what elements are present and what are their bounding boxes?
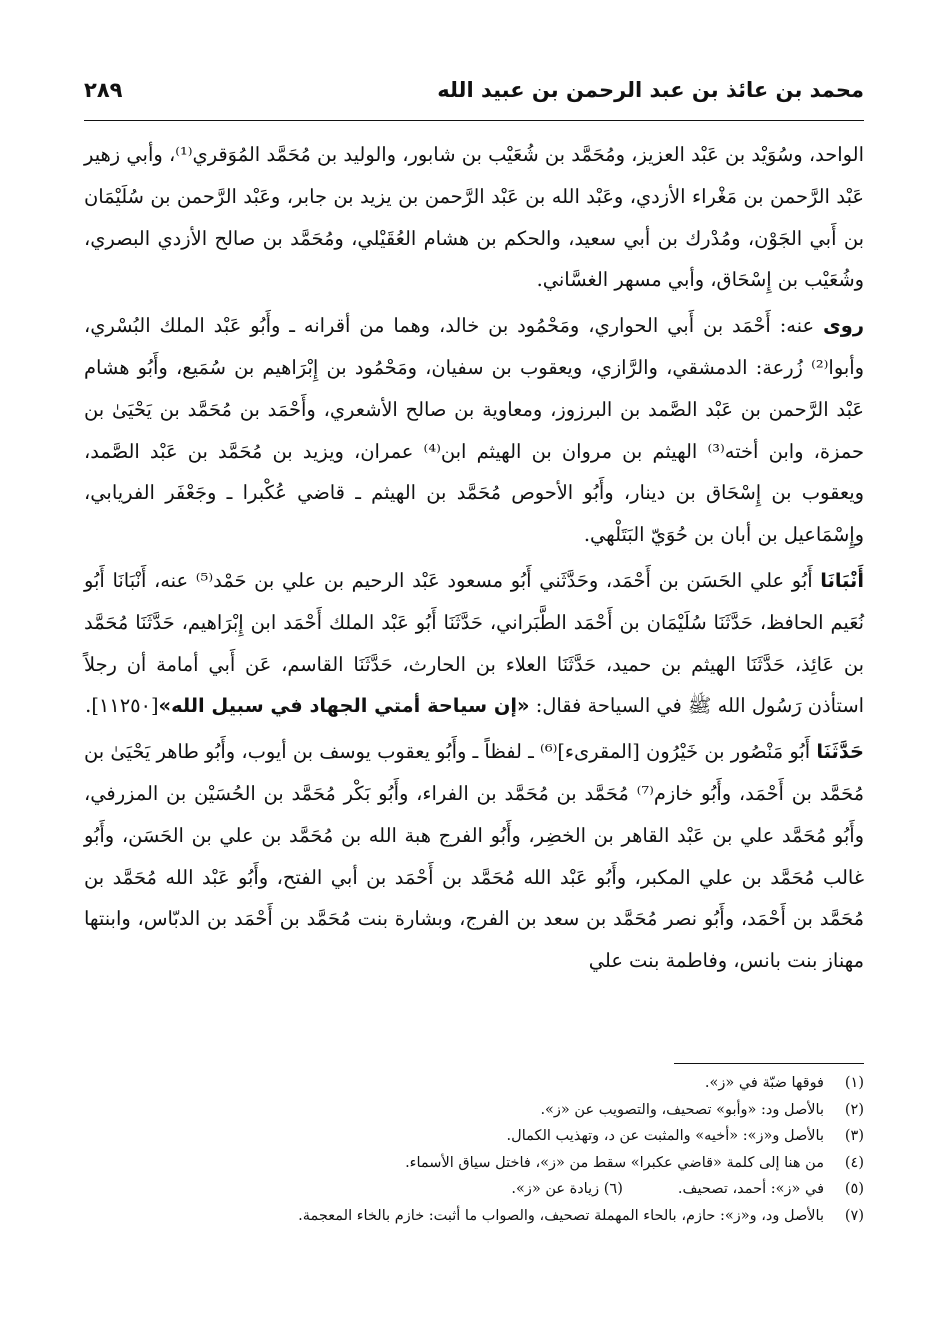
paragraph-3: [84, 560, 864, 727]
footnote-number: (٦): [603, 1181, 623, 1197]
hadith-text: «إن سياحة أمتي الجهاد في سبيل الله»: [158, 694, 530, 718]
footnote-number: (٣): [844, 1128, 864, 1144]
footnote-text: من هنا إلى كلمة «قاضي عكبرا» سقط من «ز»، فاختل سياق الأسماء.: [405, 1154, 824, 1171]
footnote-text: بالأصل ود، و«ز»: حازم، بالحاء المهملة تصحيف، والصواب ما أثبت: خازم بالخاء المعجمة.: [298, 1207, 824, 1224]
paragraph-2-lead: روى: [823, 314, 864, 338]
header-rule: [84, 120, 864, 121]
footnote-3: [84, 1123, 864, 1150]
paragraph-3-lead: أَنْبَانَا: [820, 568, 864, 592]
page-number: ٢٨٩: [84, 78, 123, 102]
footnotes: [84, 1070, 864, 1229]
footnote-text: بالأصل ود: «وأبو» تصحيف، والتصويب عن «ز».: [540, 1101, 824, 1118]
paragraph-2: [84, 305, 864, 556]
paragraph-4: [84, 731, 864, 982]
footnote-text: فوقها ضبّة في «ز».: [704, 1075, 824, 1091]
running-title: محمد بن عائذ بن عبد الرحمن بن عبيد الله: [437, 78, 864, 102]
paragraph-4-text: أَبُو مَنْصُور بن خَيْرُون [المقرىء]⁽⁶⁾ ـ لفظاً ـ وأَبُو يعقوب يوسف بن أيوب، وأَبُو طاهر يَحْيَىٰ بن مُحَمَّد بن أَحْمَد، وأَبُو خازم⁽⁷⁾ مُحَمَّد بن مُحَمَّد بن الفراء، وأَبُو بَكْر مُحَمَّد بن الحُسَيْن بن المزرفي، وأَبُو مُحَمَّد علي بن عَبْد القاهر بن الخضِر، وأَبُو الفرج هبة الله بن مُحَمَّد بن علي بن الحَسَن، وأَبُو غالب مُحَمَّد بن علي المكبر، وأَبُو عَبْد الله مُحَمَّد بن أَحْمَد بن أبي الفتح، وأَبُو عَبْد الله مُحَمَّد بن مُحَمَّد بن أَحْمَد، وأَبُو نصر مُحَمَّد بن سعد بن الفرج، وبشارة بنت مُحَمَّد بن أَحْمَد بن الدبّاس، وابنتها مهناز بنت بانس، وفاطمة بنت علي: [84, 740, 864, 973]
footnote-1: [84, 1070, 864, 1097]
main-text: [84, 134, 864, 982]
footnote-number: (٢): [844, 1101, 864, 1118]
footnote-4: [84, 1150, 864, 1177]
footnote-text: في «ز»: أحمد، تصحيف.: [677, 1181, 824, 1197]
paragraph-1: [84, 134, 864, 301]
footnote-5-6: [84, 1176, 864, 1203]
paragraph-3-text: أَبُو علي الحَسَن بن أَحْمَد، وحَدَّثَني أَبُو مسعود عَبْد الرحيم بن علي بن حَمْد⁽⁵⁾ عنه، أَنْبَانَا أَبُو نُعَيم الحافظ، حَدَّثَنَا سُلَيْمَان بن أَحْمَد الطَّبَراني، حَدَّثَنَا أَبُو عَبْد الملك أَحْمَد ابن إِبْرَاهيم، حَدَّثَنَا مُحَمَّد بن عَائِذ، حَدَّثَنَا الهيثم بن حميد، حَدَّثَنَا العلاء بن الحارث، حَدَّثَنَا القاسم، عَن أَبي أمامة أن رجلاً استأذن رَسُول الله ﷺ في السياحة فقال:: [84, 568, 864, 718]
paragraph-4-lead: حَدَّثَنَا: [816, 740, 864, 764]
paragraph-1-text: الواحد، وسُوَيْد بن عَبْد العزيز، ومُحَمَّد بن شُعَيْب بن شابور، والوليد بن مُحَمَّد المُوَقري⁽¹⁾، وأبي زهير عَبْد الرَّحمن بن مَغْراء الأزدي، وعَبْد الله بن عَبْد الرَّحمن بن يزيد بن جابر، وعَبْد الرَّحمن بن سُلَيْمَان بن أَبي الجَوْن، ومُدْرك بن أبي سعيد، والحكم بن هشام العُقَيْلي، ومُحَمَّد بن صالح الأزدي البصري، وشُعَيْب بن إِسْحَاق، وأبي مسهر الغسَّاني.: [84, 143, 864, 292]
paragraph-2-text: عنه: أَحْمَد بن أَبي الحواري، ومَحْمُود بن خالد، وهما من أقرانه ـ وأَبُو عَبْد الملك البُسْري، وأبوا⁽²⁾ زُرعة: الدمشقي، والرَّازي، ويعقوب بن سفيان، ومَحْمُود بن إِبْرَاهيم بن سُمَيع، وأَبُو هشام عَبْد الرَّحمن بن عَبْد الصَّمد بن البرزوز، ومعاوية بن صالح الأشعري، وأَحْمَد بن مُحَمَّد بن يَحْيَىٰ بن حمزة، وابن أخته⁽³⁾ الهيثم بن مروان بن الهيثم ابن⁽⁴⁾ عمران، ويزيد بن مُحَمَّد بن عَبْد الصَّمد، ويعقوب بن إِسْحَاق بن دينار، وأَبُو الأحوص مُحَمَّد بن الهيثم ـ قاضي عُكْبرا ـ وجَعْفَر الفريابي، وإِسْمَاعيل بن أبان بن حُوَيّ البَتَلْهي.: [84, 314, 864, 547]
page-header: [84, 74, 864, 114]
footnote-number: (١): [844, 1075, 864, 1091]
footnote-7: [84, 1203, 864, 1230]
hadith-reference: [١١٢٥٠].: [85, 694, 159, 718]
footnote-number: (٧): [844, 1207, 864, 1224]
footnote-number: (٤): [844, 1154, 864, 1171]
footnote-2: [84, 1097, 864, 1124]
footnote-rule: [674, 1063, 864, 1064]
footnote-text: زيادة عن «ز».: [511, 1181, 600, 1197]
footnote-number: (٥): [844, 1181, 864, 1197]
footnote-text: بالأصل و«ز»: «أخيه» والمثبت عن د، وتهذيب الكمال.: [506, 1128, 824, 1144]
